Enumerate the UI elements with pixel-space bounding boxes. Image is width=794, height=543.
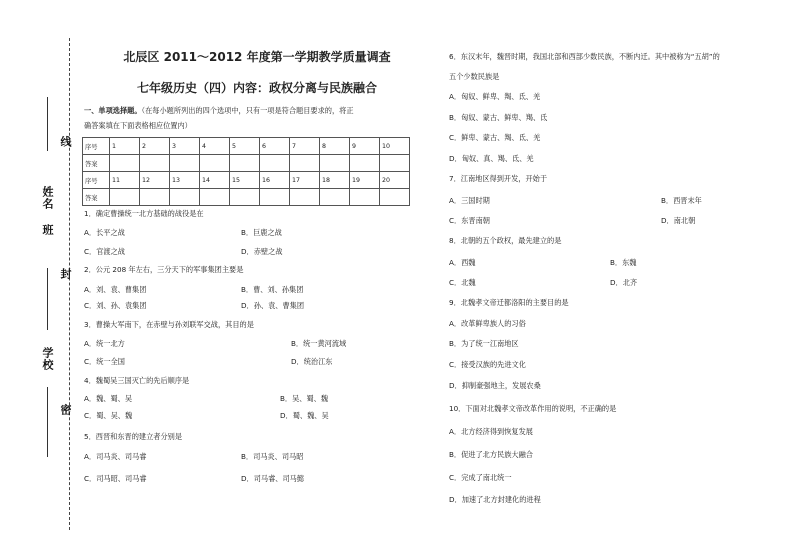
margin-secret-label: 密 [59, 404, 72, 416]
question-3-option-c: C．统一全国 [84, 357, 125, 366]
table-cell: 14 [200, 172, 230, 189]
question-4-option-b: B．吴、蜀、魏 [280, 394, 329, 403]
answer-cell[interactable] [290, 189, 320, 206]
question-9-stem: 9．北魏孝文帝迁都洛阳的主要目的是 [449, 298, 569, 307]
margin-line-label: 线 [59, 136, 72, 148]
question-9-option-b: B．为了统一江南地区 [449, 339, 519, 348]
answer-cell[interactable] [200, 155, 230, 172]
table-cell: 4 [200, 138, 230, 155]
question-10-option-a: A．北方经济得到恢复发展 [449, 427, 533, 436]
question-2-option-a: A．刘、袁、曹集团 [84, 285, 147, 294]
question-4-option-c: C．蜀、吴、魏 [84, 411, 133, 420]
margin-class-label: 班 [41, 224, 54, 236]
answer-table [82, 137, 410, 206]
table-cell: 9 [350, 138, 380, 155]
question-8-option-a: A．西魏 [449, 258, 476, 267]
table-cell: 5 [230, 138, 260, 155]
question-7-option-a: A．三国时期 [449, 196, 490, 205]
table-cell: 1 [110, 138, 140, 155]
question-8-option-b: B．东魏 [610, 258, 637, 267]
school-underline [47, 387, 48, 457]
question-1-option-a: A．长平之战 [84, 228, 125, 237]
question-10-option-b: B．促进了北方民族大融合 [449, 450, 533, 459]
question-9-option-d: D．抑制豪强地主，发展农桑 [449, 381, 541, 390]
question-10-option-c: C．完成了南北统一 [449, 473, 512, 482]
table-cell: 11 [110, 172, 140, 189]
section-instructions [84, 103, 404, 133]
question-8-stem: 8．北朝的五个政权，最先建立的是 [449, 236, 562, 245]
table-cell: 10 [380, 138, 410, 155]
question-6-option-a: A．匈奴、鲜卑、羯、氐、羌 [449, 92, 541, 101]
question-7-stem: 7．江南地区得到开发，开始于 [449, 174, 548, 183]
answer-cell[interactable] [260, 155, 290, 172]
instruction-line1: （在每小题所列出的四个选项中，只有一项是符合题目要求的，将正 [141, 106, 354, 115]
question-2-option-c: C．刘、孙、袁集团 [84, 301, 147, 310]
table-cell: 17 [290, 172, 320, 189]
answer-cell[interactable] [380, 155, 410, 172]
answer-cell[interactable] [170, 155, 200, 172]
answer-cell[interactable] [320, 189, 350, 206]
table-cell: 12 [140, 172, 170, 189]
answer-cell[interactable] [230, 189, 260, 206]
margin-name-label: 姓名 [41, 186, 54, 210]
answer-cell[interactable] [200, 189, 230, 206]
table-cell: 16 [260, 172, 290, 189]
answer-cell[interactable] [290, 155, 320, 172]
table-cell: 6 [260, 138, 290, 155]
question-3-option-a: A．统一北方 [84, 339, 125, 348]
question-5-stem: 5．西晋和东晋的建立者分别是 [84, 432, 183, 441]
question-7-option-b: B．西晋末年 [661, 196, 702, 205]
question-2-option-d: D．孙、袁、曹集团 [241, 301, 305, 310]
table-header-cell: 序号 [83, 138, 110, 155]
question-6-option-c: C．鲜卑、蒙古、羯、氐、羌 [449, 133, 541, 142]
question-8-option-d: D．北齐 [610, 278, 638, 287]
table-header-cell: 序号 [83, 172, 110, 189]
question-1-stem: 1．确定曹操统一北方基础的战役是在 [84, 209, 204, 218]
question-5-option-c: C．司马昭、司马睿 [84, 474, 147, 483]
table-cell: 8 [320, 138, 350, 155]
question-4-option-a: A．魏、蜀、吴 [84, 394, 133, 403]
question-7-option-d: D．南北朝 [661, 216, 696, 225]
name-underline [47, 97, 48, 151]
table-cell: 15 [230, 172, 260, 189]
table-row [83, 138, 410, 155]
binding-dashed-line [69, 38, 70, 530]
question-3-option-d: D．统治江东 [291, 357, 333, 366]
question-7-option-c: C．东晋南朝 [449, 216, 490, 225]
question-2-stem: 2．公元 208 年左右，三分天下的军事集团主要是 [84, 265, 244, 274]
question-4-stem: 4．魏蜀吴三国灭亡的先后顺序是 [84, 376, 190, 385]
question-10-option-d: D．加速了北方封建化的进程 [449, 495, 541, 504]
question-2-option-b: B．曹、刘、孙集团 [241, 285, 304, 294]
question-1-option-c: C．官渡之战 [84, 247, 125, 256]
answer-cell[interactable] [230, 155, 260, 172]
exam-title: 北辰区 2011～2012 年度第一学期教学质量调查 [123, 50, 391, 64]
answer-cell[interactable] [350, 155, 380, 172]
question-6-option-b: B．匈奴、蒙古、鲜卑、羯、氐 [449, 113, 548, 122]
answer-cell[interactable] [380, 189, 410, 206]
answer-cell[interactable] [140, 155, 170, 172]
question-5-option-d: D．司马睿、司马懿 [241, 474, 305, 483]
question-8-option-c: C．北魏 [449, 278, 476, 287]
question-1-option-d: D．赤壁之战 [241, 247, 283, 256]
question-5-option-a: A．司马炎、司马睿 [84, 452, 147, 461]
question-3-stem: 3．曹操大军南下，在赤壁与孙刘联军交战，其目的是 [84, 320, 254, 329]
table-cell: 19 [350, 172, 380, 189]
table-cell: 3 [170, 138, 200, 155]
answer-cell[interactable] [110, 155, 140, 172]
answer-cell[interactable] [140, 189, 170, 206]
question-5-option-b: B．司马炎、司马昭 [241, 452, 304, 461]
table-header-cell: 答案 [83, 155, 110, 172]
table-cell: 18 [320, 172, 350, 189]
question-9-option-a: A．改革鲜卑族人的习俗 [449, 319, 526, 328]
question-9-option-c: C．接受汉族的先进文化 [449, 360, 526, 369]
table-row [83, 172, 410, 189]
question-3-option-b: B．统一黄河流域 [291, 339, 347, 348]
exam-subtitle: 七年级历史（四）内容：政权分离与民族融合 [136, 81, 377, 95]
table-cell: 13 [170, 172, 200, 189]
table-row [83, 155, 410, 172]
question-10-stem: 10．下面对北魏孝文帝改革作用的说明，不正确的是 [449, 404, 617, 413]
class-underline [47, 268, 48, 330]
table-cell: 7 [290, 138, 320, 155]
table-header-cell: 答案 [83, 189, 110, 206]
question-4-option-d: D．蜀、魏、吴 [280, 411, 329, 420]
answer-cell[interactable] [170, 189, 200, 206]
margin-school-label: 学校 [41, 347, 54, 371]
answer-cell[interactable] [320, 155, 350, 172]
table-row [83, 189, 410, 206]
table-cell: 2 [140, 138, 170, 155]
margin-seal-label: 封 [59, 268, 72, 280]
question-6-option-d: D．匈奴、真、羯、氐、羌 [449, 154, 534, 163]
table-cell: 20 [380, 172, 410, 189]
question-6-stem-line1: 6．东汉末年，魏晋时期，我国北部和西部少数民族，不断内迁。其中被称为“五胡”的 [449, 52, 720, 61]
question-1-option-b: B．巨鹿之战 [241, 228, 282, 237]
instruction-line2: 确答案填在下面表格相应位置内） [84, 121, 192, 130]
section-heading: 一、单项选择题。 [84, 106, 142, 115]
answer-cell[interactable] [350, 189, 380, 206]
question-6-stem-line2: 五个少数民族是 [449, 72, 500, 81]
answer-cell[interactable] [260, 189, 290, 206]
answer-cell[interactable] [110, 189, 140, 206]
